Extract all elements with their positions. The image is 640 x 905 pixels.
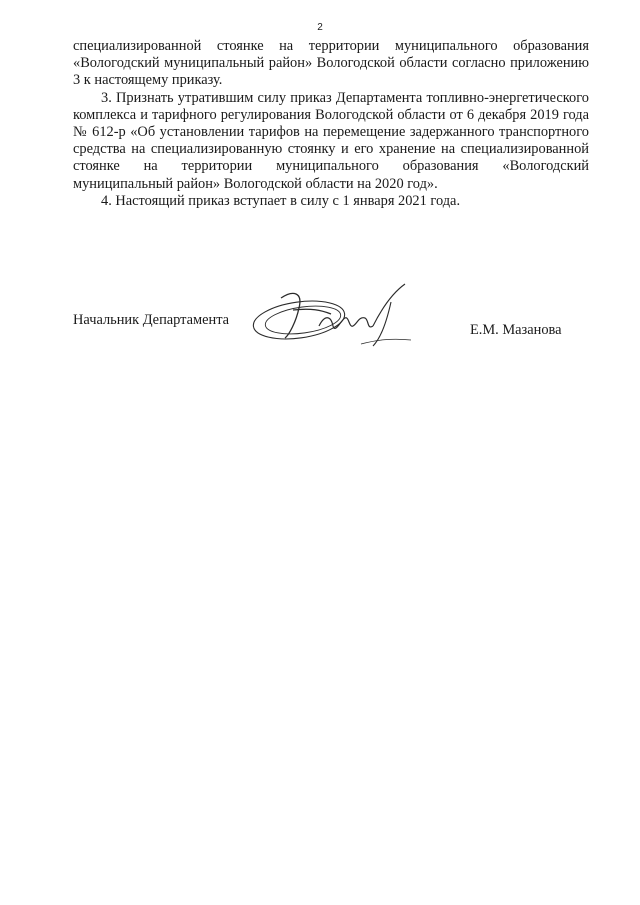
document-body bbox=[73, 38, 589, 210]
paragraph-continuation: специализированной стоянке на территории муниципального образования «Вологодский муниципальный район» Вологодской области согласно приложению 3 к настоящему приказу. bbox=[73, 38, 589, 89]
paragraph-item-3: 3. Признать утратившим силу приказ Департамента топливно-энергетического комплекса и тарифного регулирования Вологодской области от 6 декабря 2019 года № 612-р «Об установлении тарифов на перемещение задержанного транспортного средства на специализированную стоянку и его хранение на специализированной стоянке на территории муниципального образования «Вологодский муниципальный район» Вологодской области на 2020 год». bbox=[73, 89, 589, 192]
signatory-title: Начальник Департамента bbox=[73, 312, 230, 328]
signatory-name: Е.М. Мазанова bbox=[470, 322, 562, 338]
paragraph-item-4: 4. Настоящий приказ вступает в силу с 1 января 2021 года. bbox=[101, 192, 461, 209]
page-number: 2 bbox=[317, 22, 323, 33]
signature-block bbox=[73, 312, 589, 352]
handwritten-signature bbox=[241, 280, 421, 350]
